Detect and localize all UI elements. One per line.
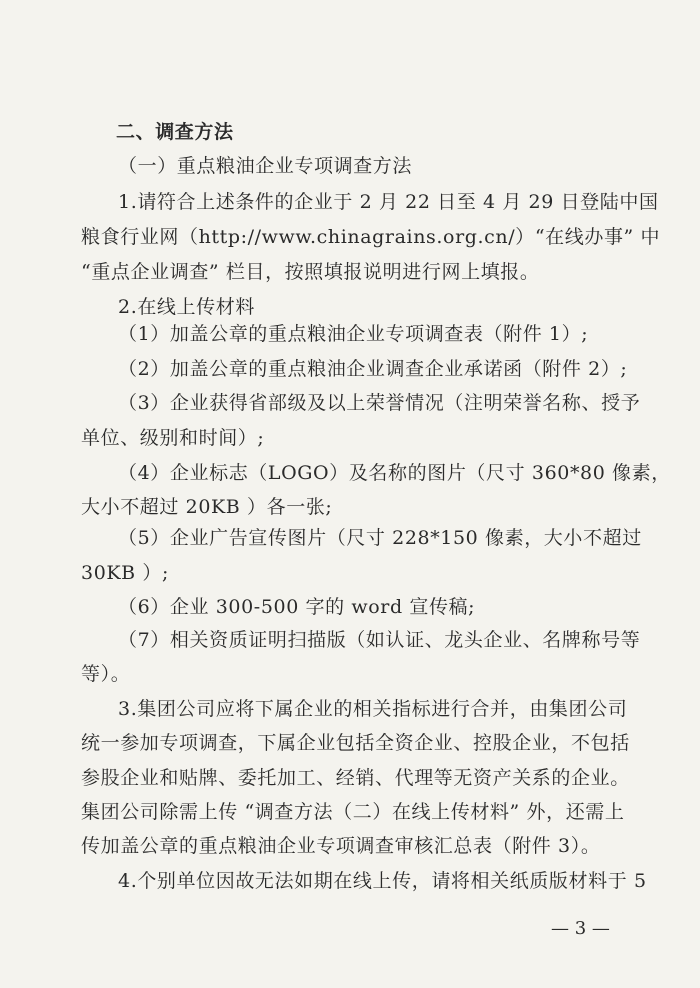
- material-item-6: （6）企业 300-500 字的 word 宣传稿;: [118, 596, 476, 618]
- paragraph-1-line-1: 1.请符合上述条件的企业于 2 月 22 日至 4 月 29 日登陆中国: [118, 191, 659, 213]
- material-item-7-line-1: （7）相关资质证明扫描版（如认证、龙头企业、名牌称号等: [118, 629, 641, 651]
- material-item-5-line-2: 30KB ）;: [81, 562, 169, 584]
- subsection-heading: （一）重点粮油企业专项调查方法: [118, 155, 413, 177]
- section-heading: 二、调查方法: [116, 121, 234, 143]
- material-item-1: （1）加盖公章的重点粮油企业专项调查表（附件 1）;: [118, 323, 589, 345]
- material-item-4-line-1: （4）企业标志（LOGO）及名称的图片（尺寸 360*80 像素，: [118, 462, 671, 484]
- material-item-5-line-1: （5）企业广告宣传图片（尺寸 228*150 像素，大小不超过: [118, 527, 642, 549]
- material-item-4-line-2: 大小不超过 20KB ）各一张;: [81, 496, 333, 518]
- paragraph-3-line-1: 3.集团公司应将下属企业的相关指标进行合并，由集团公司: [118, 698, 628, 720]
- paragraph-4-line-1: 4.个别单位因故无法如期在线上传，请将相关纸质版材料于 5: [118, 870, 647, 892]
- paragraph-1-line-3: “重点企业调查” 栏目，按照填报说明进行网上填报。: [81, 261, 540, 283]
- paragraph-3-line-3: 参股企业和贴牌、委托加工、经销、代理等无资产关系的企业。: [81, 767, 630, 789]
- paragraph-1-line-2: 粮食行业网（http://www.chinagrains.org.cn/）“在线办事” 中: [81, 226, 661, 248]
- paragraph-2-title: 2.在线上传材料: [118, 296, 255, 318]
- material-item-3-line-2: 单位、级别和时间）;: [81, 427, 265, 449]
- material-item-7-line-2: 等）。: [81, 663, 131, 685]
- material-item-2: （2）加盖公章的重点粮油企业调查企业承诺函（附件 2）;: [118, 358, 628, 380]
- material-item-3-line-1: （3）企业获得省部级及以上荣誉情况（注明荣誉名称、授予: [118, 392, 641, 414]
- page-number: — 3 —: [551, 918, 610, 939]
- paragraph-3-line-2: 统一参加专项调查，下属企业包括全资企业、控股企业，不包括: [81, 732, 630, 754]
- paragraph-3-line-5: 传加盖公章的重点粮油企业专项调查审核汇总表（附件 3）。: [81, 835, 601, 857]
- paragraph-3-line-4: 集团公司除需上传 “调查方法（二）在线上传材料” 外，还需上: [81, 801, 625, 823]
